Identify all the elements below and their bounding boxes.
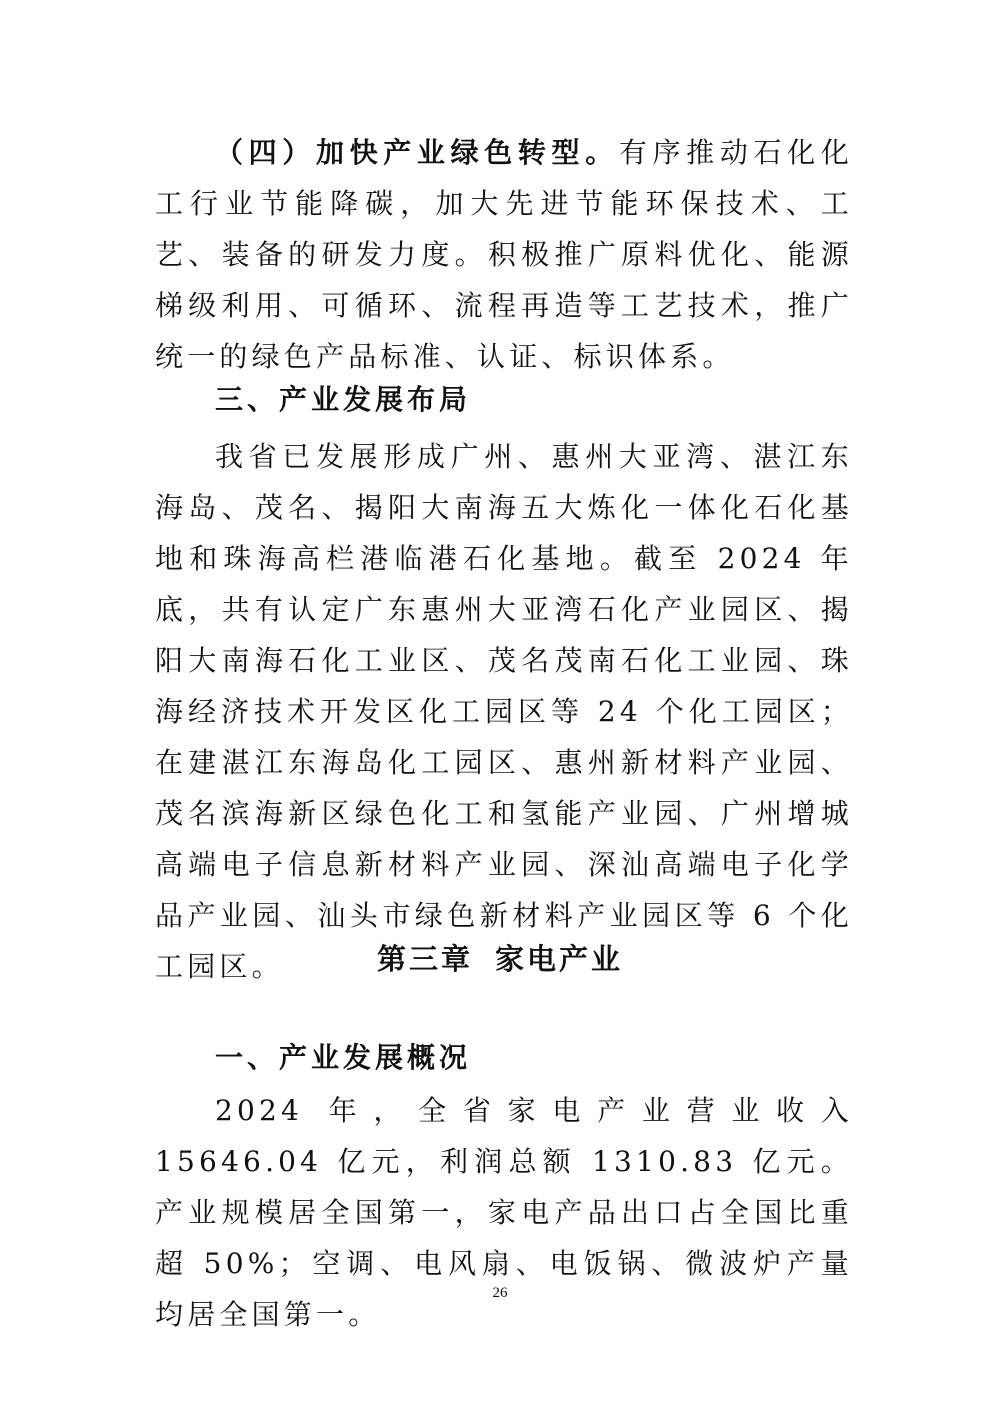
layout-paragraph: 我省已发展形成广州、惠州大亚湾、湛江东海岛、茂名、揭阳大南海五大炼化一体化石化基地和珠海高栏港临港石化基地。截至 2024 年底，共有认定广东惠州大亚湾石化产业园区、揭阳大南海石化工业区、茂名茂南石化工业园、珠海经济技术开发区化工园区等 24 个化工园区；在建湛江东海岛化工园区、惠州新材料产业园、茂名滨海新区绿色化工和氢能产业园、广州增城高端电子信息新材料产业园、深汕高端电子化学品产业园、汕头市绿色新材料产业园区等 6 个化工园区。 — [155, 440, 853, 983]
section4-lead: （四）加快产业绿色转型。 — [215, 136, 619, 169]
overview-heading: 一、产业发展概况 — [215, 1041, 472, 1074]
section4-body: 有序推动石化化工行业节能降碳，加大先进节能环保技术、工艺、装备的研发力度。积极推广原料优化、能源梯级利用、可循环、流程再造等工艺技术，推广统一的绿色产品标准、认证、标识体系。 — [155, 136, 854, 373]
chapter-number: 第三章 — [376, 942, 473, 976]
page-number: 26 — [492, 1285, 508, 1301]
overview-paragraph: 2024 年，全省家电产业营业收入 15646.04 亿元，利润总额 1310.83 亿元。产业规模居全国第一，家电产品出口占全国比重超 50%；空调、电风扇、电饭锅、微波炉产量均居全国第一。 — [155, 1094, 853, 1331]
layout-heading: 三、产业发展布局 — [215, 383, 472, 416]
chapter-name: 家电产业 — [495, 942, 624, 976]
chapter-title — [0, 934, 1000, 985]
section4-paragraph — [155, 127, 853, 382]
